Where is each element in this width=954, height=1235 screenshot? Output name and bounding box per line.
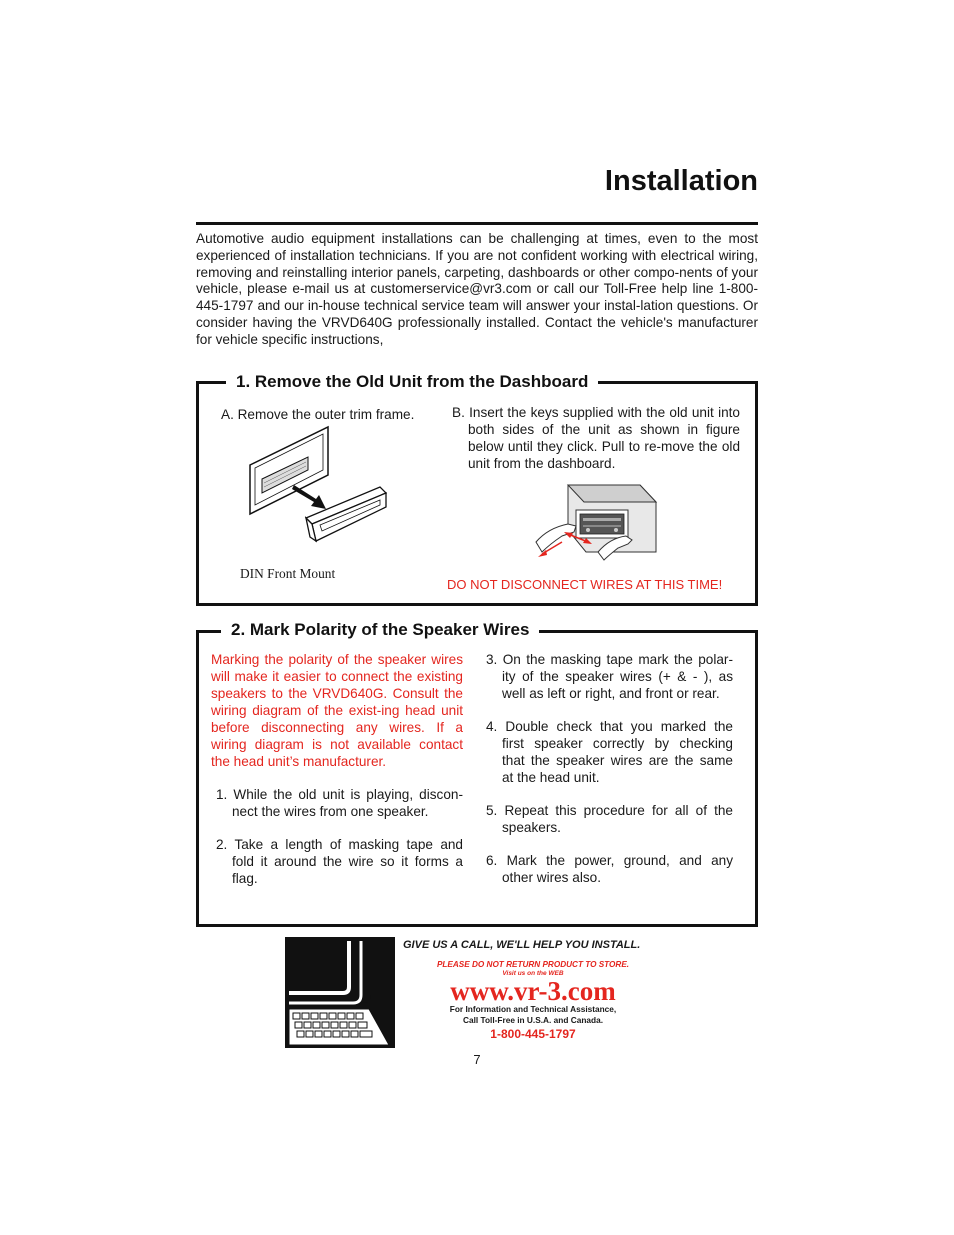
no-return-notice: PLEASE DO NOT RETURN PRODUCT TO STORE. (436, 960, 630, 969)
list-item: 3. On the masking tape mark the polar-ity of the speaker wires (+ & - ), as well as left or right, and front or rear. (486, 652, 733, 701)
page-title: Installation (604, 165, 758, 197)
call-tagline: GIVE US A CALL, WE'LL HELP YOU INSTALL. (403, 939, 641, 951)
step-a-text: A. Remove the outer trim frame. (221, 407, 415, 422)
visit-web-label: Visit us on the WEB (502, 970, 564, 977)
warning-text: DO NOT DISCONNECT WIRES AT THIS TIME! (447, 577, 723, 592)
title-divider (196, 222, 758, 225)
section-1-title: 1. Remove the Old Unit from the Dashboard (226, 372, 598, 392)
polarity-warning: Marking the polarity of the speaker wires will make it easier to connect the existing speakers to the VRVD640G. Consult the wiring diagram of the exist-ing head unit before disconnecting any wires. If a wiring diagram is not available contact the head unit’s manufacturer. (211, 652, 463, 769)
list-item: 1. While the old unit is playing, discon-nect the wires from one speaker. (216, 787, 463, 819)
list-item: 6. Mark the power, ground, and any other wires also. (486, 853, 733, 885)
list-item: 2. Take a length of masking tape and fold it around the wire so it forms a flag. (216, 837, 463, 886)
list-item: 4. Double check that you marked the first speaker correctly by checking that the speaker wires are the same at the head unit. (486, 719, 733, 785)
steps-right-column (486, 651, 733, 902)
trim-frame-removal-diagram (244, 423, 392, 548)
key-removal-diagram (528, 480, 660, 565)
figure-label: DIN Front Mount (240, 566, 336, 581)
laptop-icon (285, 937, 395, 1048)
step-b-text: B. Insert the keys supplied with the old unit into both sides of the unit as shown in figure below until they click. Pull to re-move the old unit from the dashboard. (452, 405, 740, 471)
intro-paragraph: Automotive audio equipment installations can be challenging at times, even to the most experienced of installation technicians. If you are not confident working with electrical wiring, removing and reinstalling interior panels, carpeting, dashboards or other compo-nents of your vehicle, please e-mail us at customerservice@vr3.com or call our Toll-Free help line 1-800-445-1797 and our in-house technical service team will answer your instal-lation questions. Or consider having the VRVD640G professionally installed. Contact the vehicle's manufacturer for vehicle specific instructions, (196, 231, 758, 347)
phone-number[interactable]: 1-800-445-1797 (490, 1027, 576, 1041)
website-url[interactable]: www.vr-3.com (450, 976, 616, 1006)
list-item: 5. Repeat this procedure for all of the speakers. (486, 803, 733, 835)
section-2-title: 2. Mark Polarity of the Speaker Wires (221, 620, 539, 640)
info-line-1: For Information and Technical Assistance, (449, 1004, 617, 1014)
steps-left-column (216, 786, 463, 903)
page-number: 7 (473, 1052, 481, 1067)
info-line-2: Call Toll-Free in U.S.A. and Canada. (463, 1015, 603, 1025)
